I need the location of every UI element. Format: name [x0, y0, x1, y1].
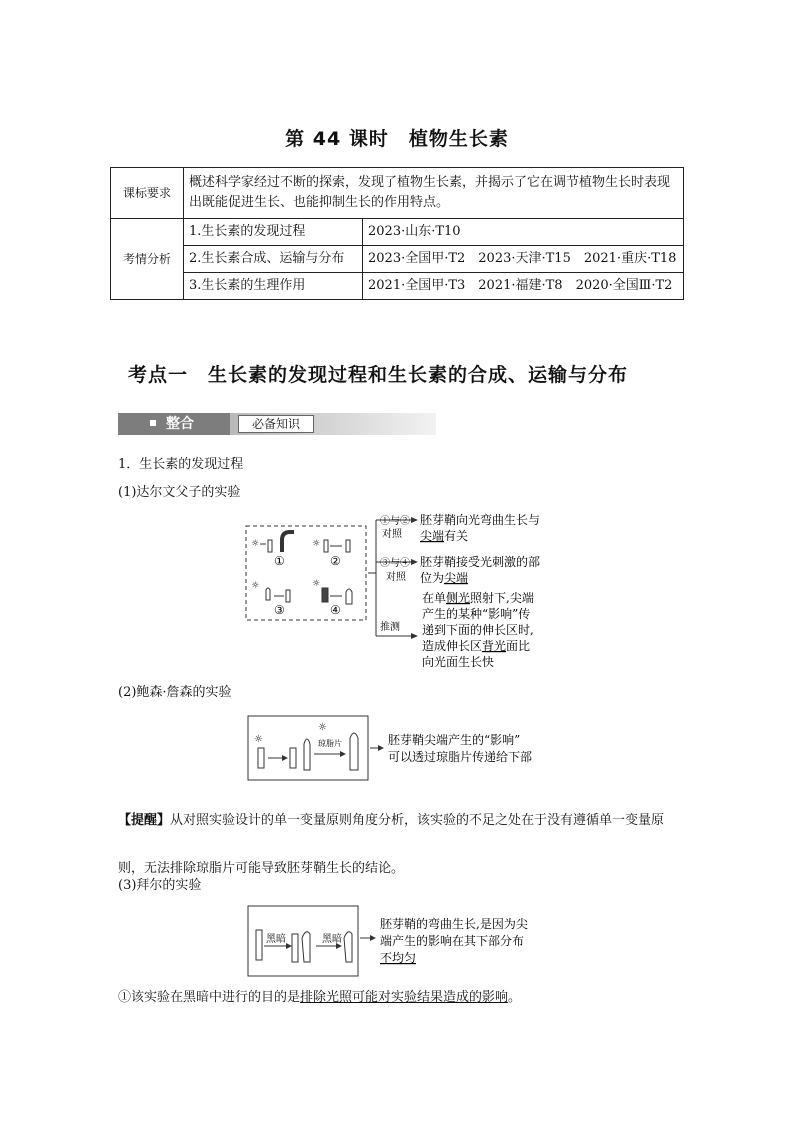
banner-right: 必备知识	[238, 415, 314, 433]
topic-3: 3.生长素的生理作用	[184, 273, 363, 300]
fig2-text1: 胚芽鞘尖端产生的“影响”	[388, 733, 521, 747]
tip-paragraph	[118, 797, 688, 893]
section-banner	[118, 413, 436, 435]
sub-heading-darwin: (1)达尔文父子的实验	[118, 485, 241, 500]
note-1	[118, 988, 521, 1008]
svg-text:☼: ☼	[251, 539, 260, 549]
experiment-2	[312, 539, 350, 568]
boysen-figure	[246, 714, 556, 784]
svg-text:☼: ☼	[251, 581, 260, 591]
tip-label: 【提醒】	[118, 813, 171, 828]
svg-text:☼: ☼	[312, 539, 321, 549]
standard-text: 概述科学家经过不断的探索，发现了植物生长素，并揭示了它在调节植物生长时表现出既能促进生长、也能抑制生长的作用特点。	[184, 168, 684, 219]
b3-l1a: 在单	[422, 591, 447, 605]
exams-1: 2023·山东·T10	[363, 219, 684, 246]
analysis-header: 考情分析	[111, 219, 184, 300]
topic-2: 2.生长素合成、运输与分布	[184, 246, 363, 273]
exp-label-3: ③	[274, 603, 285, 617]
curriculum-table	[110, 167, 684, 300]
page-title: 第 44 课时 植物生长素	[285, 128, 509, 150]
square-icon	[150, 420, 156, 426]
agar-label: 琼脂片	[318, 739, 342, 748]
b3-tag: 推测	[380, 622, 400, 633]
note1-prefix: ①该实验在黑暗中进行的目的是	[118, 990, 301, 1005]
exams-2: 2023·全国甲·T2 2023·天津·T15 2021·重庆·T18	[363, 246, 684, 273]
b3-line3: 递到下面的伸长区时,	[422, 623, 534, 637]
banner-left: 整合	[166, 416, 194, 432]
svg-text:☼: ☼	[254, 734, 263, 745]
b2-text3: 尖端	[444, 571, 469, 585]
section-title: 考点一 生长素的发现过程和生长素的合成、运输与分布	[128, 364, 629, 386]
exp-label-2: ②	[330, 554, 341, 568]
svg-text:☼: ☼	[318, 722, 327, 733]
b1-text1: 胚芽鞘向光弯曲生长与	[420, 513, 541, 527]
darwin-figure	[246, 510, 556, 680]
experiment-4	[312, 579, 352, 617]
b3-line1	[422, 590, 534, 605]
b2-text2: 位为	[420, 571, 445, 585]
tip-text: 从对照实验设计的单一变量原则角度分析，该实验的不足之处在于没有遵循单一变量原则，无法排除琼脂片可能导致胚芽鞘生长的结论。	[118, 813, 665, 876]
sub-heading-boysen: (2)鲍森·詹森的实验	[118, 685, 232, 700]
b2-line2	[420, 570, 468, 585]
exp-label-4: ④	[330, 603, 341, 617]
b1-tag: ①与②	[380, 516, 410, 527]
dark-label-1: 黑暗	[266, 934, 286, 945]
exp-label-1: ①	[274, 554, 285, 568]
fig3-text2: 端产生的影响在其下部分布	[380, 934, 525, 948]
b3-line4	[422, 638, 530, 653]
b2-text1: 胚芽鞘接受光刺激的部	[420, 555, 541, 569]
b3-line2: 产生的某种“影响”传	[422, 607, 531, 621]
b1-line2	[420, 528, 468, 543]
b1-text2: 尖端	[420, 529, 445, 543]
b3-l1u: 侧光	[446, 591, 471, 605]
experiment-1	[251, 532, 294, 568]
svg-text:☼: ☼	[312, 579, 321, 589]
b2-tag: ③与④	[380, 558, 410, 569]
b3-l1b: 照射下,尖端	[470, 591, 534, 605]
dark-label-2: 黑暗	[322, 934, 342, 945]
b1-text3: 有关	[444, 529, 469, 543]
exams-3: 2021·全国甲·T3 2021·福建·T8 2020·全国Ⅲ·T2	[363, 273, 684, 300]
b3-l4b: 面比	[506, 639, 531, 653]
b2-tag2: 对照	[386, 572, 406, 583]
fig3-text1: 胚芽鞘的弯曲生长,是因为尖	[380, 917, 528, 931]
experiment-3	[251, 581, 290, 617]
item-heading: 1．生长素的发现过程	[118, 457, 244, 472]
standard-header: 课标要求	[111, 168, 184, 219]
sub-heading-paal: (3)拜尔的实验	[118, 878, 202, 893]
b1-tag2: 对照	[382, 529, 402, 540]
paal-figure	[246, 904, 556, 980]
b3-line5: 向光面生长快	[422, 655, 495, 669]
b3-l4u: 背光	[482, 639, 507, 653]
fig2-text2: 可以透过琼脂片传递给下部	[388, 750, 533, 764]
topic-1: 1.生长素的发现过程	[184, 219, 363, 246]
note1-underlined: 排除光照可能对实验结果造成的影响	[300, 990, 509, 1005]
note1-suffix: 。	[508, 990, 522, 1005]
fig3-text3: 不均匀	[380, 951, 417, 965]
b3-l4a: 造成伸长区	[422, 639, 483, 653]
